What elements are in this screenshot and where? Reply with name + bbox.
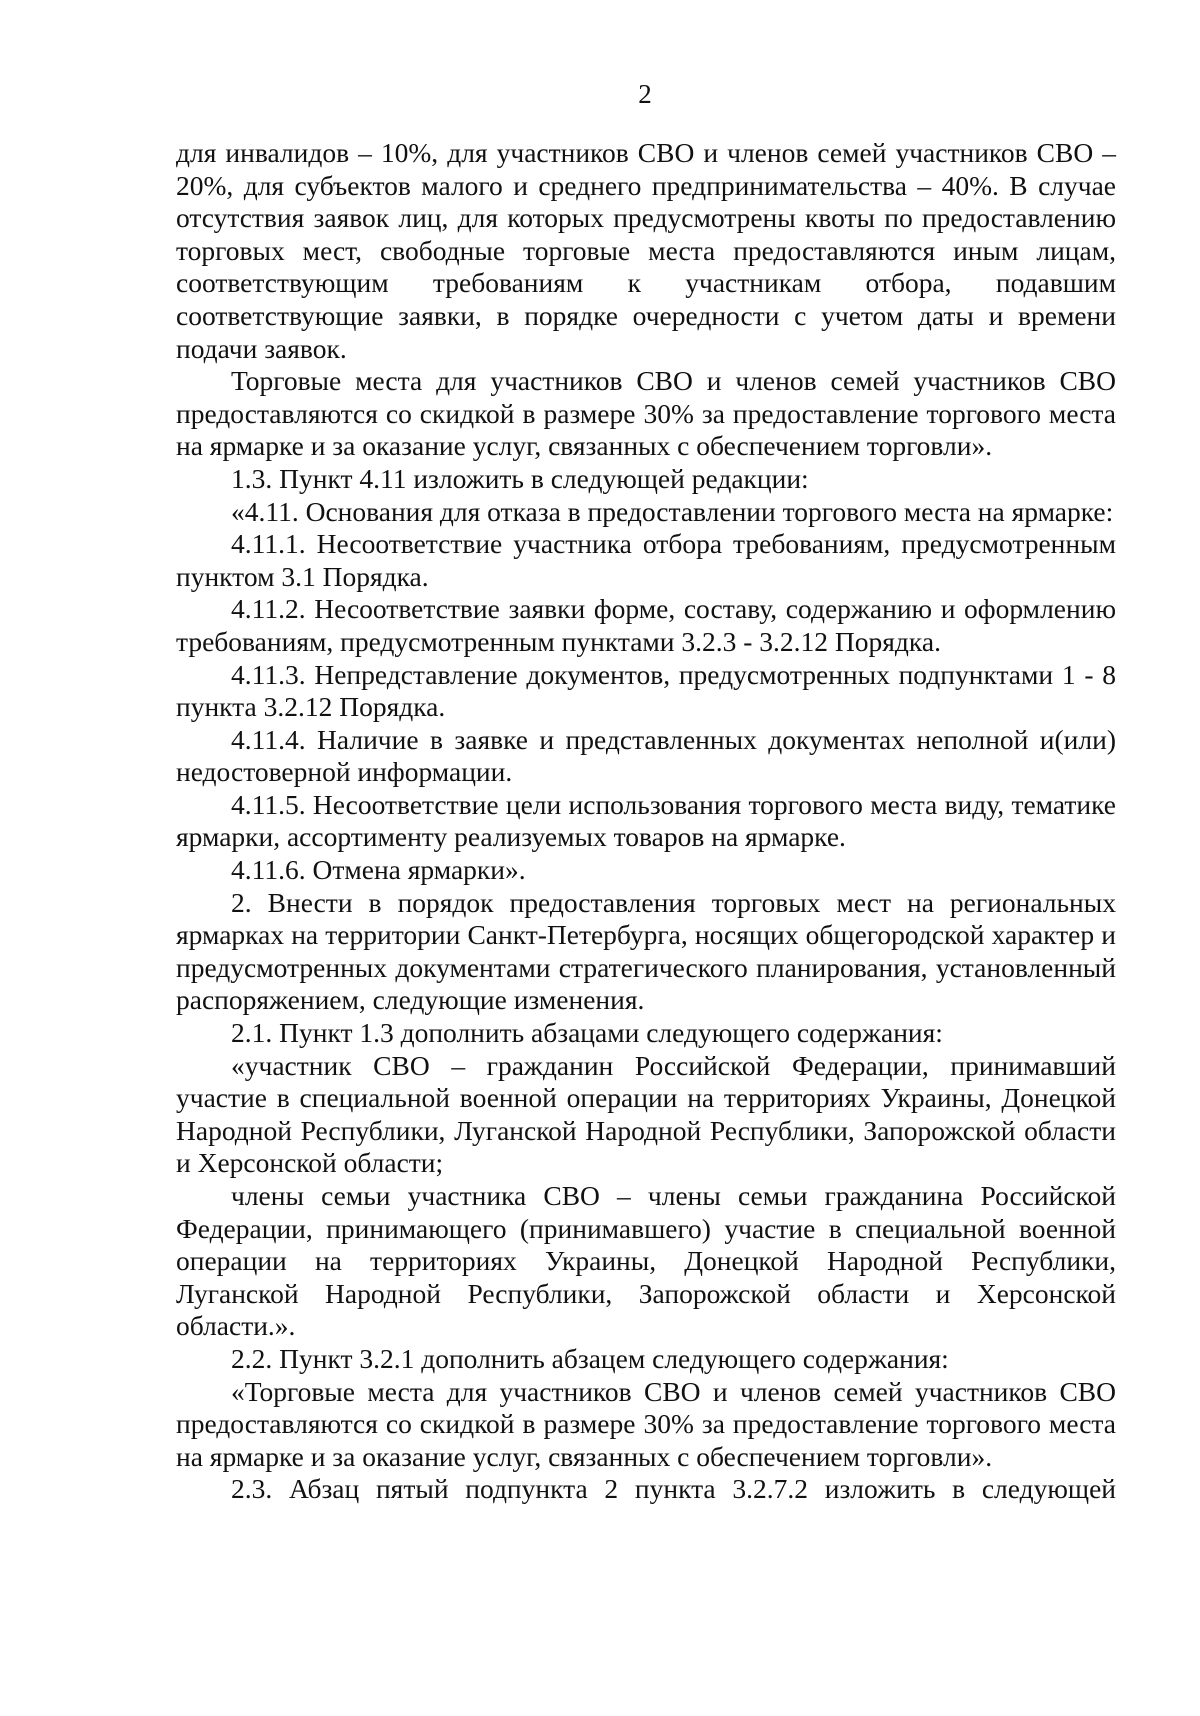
paragraph-svo-family-definition: члены семьи участника СВО – члены семьи гражданина Российской Федерации, принимающего (принимавшего) участие в специальной военной операции на территориях Украины, Донецкой Народной Республики, Луганской Народной Республики, Запорожской области и Херсонской области.». xyxy=(176,1180,1116,1342)
paragraph-discount-svo-2: «Торговые места для участников СВО и членов семей участников СВО предоставляются со скидкой в размере 30% за предоставление торгового места на ярмарке и за оказание услуг, связанных с обеспечением торговли». xyxy=(176,1375,1116,1472)
paragraph-4-11: «4.11. Основания для отказа в предоставлении торгового места на ярмарке: xyxy=(231,495,1114,527)
paragraph-quota-continuation: для инвалидов – 10%, для участников СВО и членов семей участников СВО – 20%, для субъектов малого и среднего предпринимательства – 40%. В случае отсутствия заявок лиц, для которых предусмотрены квоты по предоставлению торговых мест, свободные торговые места предоставляются иным лицам, соответствующим требованиям к участникам отбора, подавшим соответствующие заявки, в порядке очередности с учетом даты и времени подачи заявок. xyxy=(176,137,1116,364)
paragraph-4-11-1: 4.11.1. Несоответствие участника отбора требованиям, предусмотренным пунктом 3.1 Порядка. xyxy=(176,528,1116,592)
paragraph-2-1: 2.1. Пункт 1.3 дополнить абзацами следующего содержания: xyxy=(231,1017,943,1049)
paragraph-2: 2. Внести в порядок предоставления торговых мест на региональных ярмарках на территории Санкт-Петербурга, носящих общегородской характер и предусмотренных документами стратегического планирования, установленный распоряжением, следующие изменения. xyxy=(176,886,1116,1016)
paragraph-4-11-4: 4.11.4. Наличие в заявке и представленных документах неполной и(или) недостоверной информации. xyxy=(176,723,1116,788)
paragraph-svo-participant-definition: «участник СВО – гражданин Российской Федерации, принимавший участие в специальной военной операции на территориях Украины, Донецкой Народной Республики, Луганской Народной Республики, Запорожской области и Херсонской области; xyxy=(176,1049,1116,1179)
paragraph-4-11-3: 4.11.3. Непредставление документов, предусмотренных подпунктами 1 - 8 пункта 3.2.12 Порядка. xyxy=(176,658,1116,723)
paragraph-1-3: 1.3. Пункт 4.11 изложить в следующей редакции: xyxy=(231,462,809,494)
paragraph-discount-svo: Торговые места для участников СВО и членов семей участников СВО предоставляются со скидкой в размере 30% за предоставление торгового места на ярмарке и за оказание услуг, связанных с обеспечением торговли». xyxy=(176,365,1116,462)
document-body xyxy=(176,137,1116,1506)
paragraph-4-11-5: 4.11.5. Несоответствие цели использования торгового места виду, тематике ярмарки, ассортименту реализуемых товаров на ярмарке. xyxy=(176,788,1116,853)
paragraph-4-11-6: 4.11.6. Отмена ярмарки». xyxy=(231,854,526,886)
paragraph-4-11-2: 4.11.2. Несоответствие заявки форме, составу, содержанию и оформлению требованиям, предусмотренным пунктами 3.2.3 - 3.2.12 Порядка. xyxy=(176,593,1116,657)
paragraph-2-3: 2.3. Абзац пятый подпункта 2 пункта 3.2.7.2 изложить в следующей xyxy=(231,1473,1116,1505)
page-number: 2 xyxy=(638,79,652,109)
paragraph-2-2: 2.2. Пункт 3.2.1 дополнить абзацем следующего содержания: xyxy=(231,1342,949,1374)
